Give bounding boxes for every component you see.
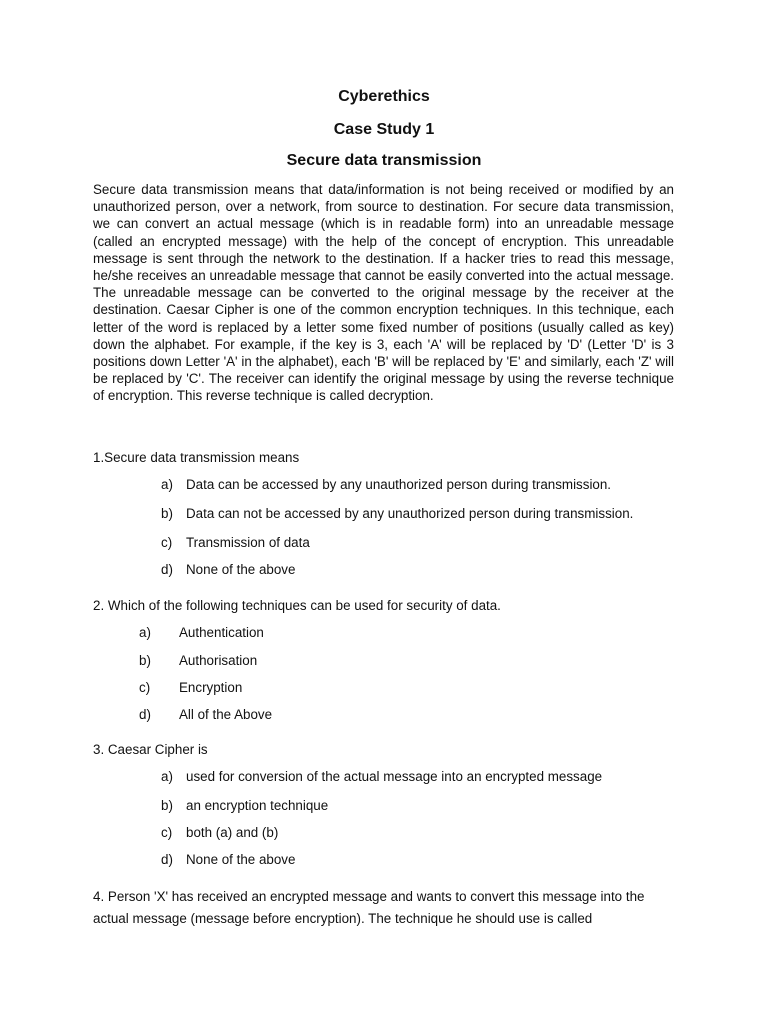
- option-label: d): [161, 852, 173, 867]
- option-label: c): [139, 680, 151, 695]
- question-3-option-b: [161, 797, 328, 815]
- option-text: an encryption technique: [186, 798, 329, 813]
- option-label: a): [161, 769, 173, 784]
- question-1-option-b: [161, 505, 633, 523]
- option-label: b): [161, 798, 173, 813]
- option-label: a): [161, 477, 173, 492]
- option-label: c): [161, 825, 173, 840]
- option-text: Data can not be accessed by any unauthorized person during transmission.: [186, 506, 634, 521]
- topic-heading: Secure data transmission: [286, 152, 482, 169]
- option-text: None of the above: [186, 852, 296, 867]
- option-text: both (a) and (b): [186, 825, 279, 840]
- question-1-option-a: [161, 476, 611, 494]
- option-text: Encryption: [179, 680, 243, 695]
- case-study-passage: Secure data transmission means that data/information is not being received or modified by an unauthorized person, over a network, from source to destination. For secure data transmission, we can convert an actual message (which is in readable form) into an unreadable message (called an encrypted message) with the help of the concept of encryption. This unreadable message is sent through the network to the destination. If a hacker tries to read this message, he/she receives an unreadable message that cannot be easily converted into the actual message. The unreadable message can be converted to the original message by the receiver at the destination. Caesar Cipher is one of the common encryption techniques. In this technique, each letter of the word is replaced by a letter some fixed number of positions (usually called as key) down the alphabet. For example, if the key is 3, each 'A' will be replaced by 'D' (Letter 'D' is 3 positions down Letter 'A' in the alphabet), each 'B' will be replaced by 'E' and similarly, each 'Z' will be replaced by 'C'. The receiver can identify the original message by using the reverse technique of encryption. This reverse technique is called decryption.: [93, 182, 674, 404]
- question-2-option-a: [139, 624, 264, 642]
- option-text: Transmission of data: [186, 535, 310, 550]
- case-study-heading: Case Study 1: [333, 121, 435, 138]
- option-text: Authentication: [179, 625, 264, 640]
- question-2-option-c: [139, 679, 242, 697]
- option-text: Authorisation: [179, 653, 258, 668]
- option-label: d): [161, 562, 173, 577]
- question-1: 1.Secure data transmission means: [93, 450, 300, 465]
- question-1-option-d: [161, 561, 295, 579]
- question-2: 2. Which of the following techniques can be used for security of data.: [93, 598, 501, 613]
- option-label: d): [139, 707, 151, 722]
- option-text: None of the above: [186, 562, 296, 577]
- question-3-option-d: [161, 851, 295, 869]
- option-text: All of the Above: [179, 707, 273, 722]
- question-4: 4. Person 'X' has received an encrypted message and wants to convert this message into the actual message (message before encryption). The technique he should use is called: [93, 889, 645, 926]
- question-2-option-d: [139, 706, 272, 724]
- question-1-option-c: [161, 534, 310, 552]
- option-label: b): [161, 506, 173, 521]
- question-2-option-b: [139, 652, 257, 670]
- question-3: 3. Caesar Cipher is: [93, 742, 208, 757]
- question-3-option-c: [161, 824, 278, 842]
- question-3-option-a: [161, 768, 602, 786]
- option-label: c): [161, 535, 173, 550]
- option-label: b): [139, 653, 151, 668]
- option-text: used for conversion of the actual message into an encrypted message: [186, 769, 603, 784]
- option-text: Data can be accessed by any unauthorized person during transmission.: [186, 477, 612, 492]
- option-label: a): [139, 625, 151, 640]
- document-title: Cyberethics: [338, 88, 430, 105]
